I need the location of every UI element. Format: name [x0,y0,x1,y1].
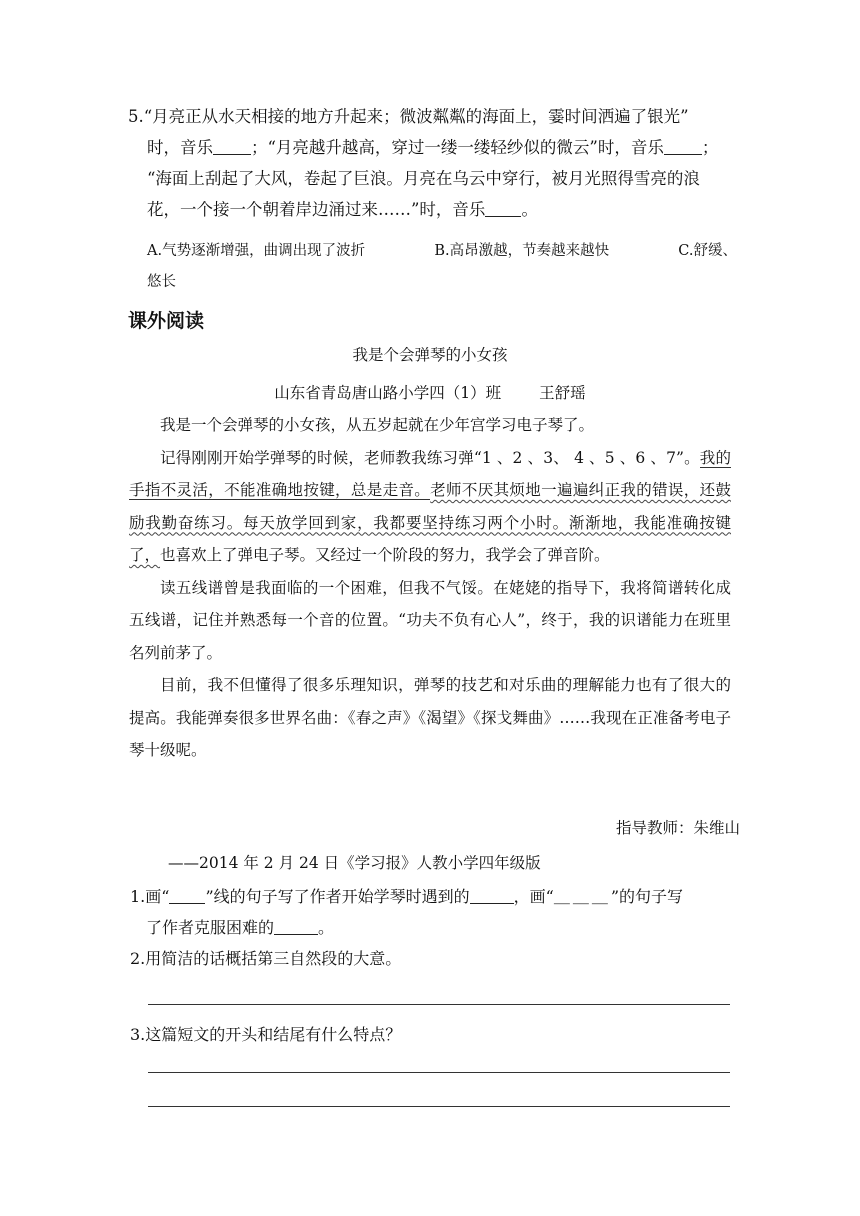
question-2: 2.用简洁的话概括第三自然段的大意。 [130,949,402,968]
question-3: 3.这篇短文的开头和结尾有什么特点？ [130,1025,402,1044]
article-byline [0,381,860,403]
answer-line-q3-1[interactable] [148,1072,730,1073]
choice-b: B.高昂激越，节奏越来越快 [434,243,610,259]
choice-c-continued: 悠长 [147,274,176,290]
answer-line-q3-2[interactable] [148,1106,730,1107]
q5-choices [147,236,737,298]
answer-blank[interactable] [213,138,251,155]
dashed-line-sample: ＿＿＿ [553,887,611,906]
question-1: 1.画“ ”线的句子写了作者开始学琴时遇到的 ，画“＿＿＿”的句子写 [130,881,732,912]
school-name: 山东省青岛唐山路小学四（1）班 [274,384,502,402]
answer-blank[interactable] [274,918,318,935]
answer-blank[interactable] [485,200,521,217]
source-citation: ——2014 年 2 月 24 日《学习报》人教小学四年级版 [168,854,541,872]
author-name: 王舒瑶 [539,384,586,402]
paragraph-2: 记得刚刚开始学弹琴的时候，老师教我练习弹“1 、2 、3、 4 、5 、6 、7”。我的手指不灵活，不能准确地按键，总是走音。老师不厌其烦地一遍遍纠正我的错误，还鼓励我勤奋练习。每天放学回到家，我都要坚持练习两个小时。渐渐地，我能准确按键了，也喜欢上了弹电子琴。又经过一个阶段的努力，我学会了弹音阶。 [129,448,731,564]
q5-line-3: “海面上刮起了大风，卷起了巨浪。月亮在乌云中穿行，被月光照得雪亮的浪 [147,169,700,188]
answer-blank[interactable] [470,887,514,904]
paragraph-4: 目前，我不但懂得了很多乐理知识，弹琴的技艺和对乐曲的理解能力也有了很大的提高。我能弹奏很多世界名曲：《春之声》《渴望》《探戈舞曲》……我现在正准备考电子琴十级呢。 [129,676,731,759]
choice-a: A.气势逐渐增强，曲调出现了波折 [147,243,366,259]
wavy-underlined-sentence: 老师不厌其烦地一遍遍纠正我的错误，还鼓励我勤奋练习。每天放学回到家，我都要坚持练习两个小时。渐渐地，我能准确按键了， [129,481,731,564]
answer-line-q2[interactable] [148,1004,730,1005]
article-body [129,409,731,767]
q5-line-1: 5.“月亮正从水天相接的地方升起来；微波粼粼的海面上，霎时间洒遍了银光” [128,107,689,126]
solid-underlined-sentence: 我的手指不灵活，不能准确地按键，总是走音。 [129,448,731,499]
question-1-continued: 了作者克服困难的 。 [146,918,335,937]
article-title: 我是个会弹琴的小女孩 [352,346,508,364]
q5-line-2: 时，音乐 ；“月亮越升越高，穿过一缕一缕轻纱似的微云”时，音乐 ； [147,138,719,157]
teacher-credit: 指导教师：朱维山 [615,819,740,837]
choice-c: C.舒缓、 [678,243,737,259]
reading-questions [130,881,732,974]
paragraph-1: 我是一个会弹琴的小女孩，从五岁起就在少年宫学习电子琴了。 [160,416,595,434]
section-title: 课外阅读 [128,310,205,332]
question-5 [128,101,738,225]
answer-blank[interactable] [664,138,702,155]
solid-line-sample [169,887,205,904]
q5-line-4: 花，一个接一个朝着岸边涌过来……”时，音乐 。 [147,200,538,219]
reading-question-3 [130,1019,732,1050]
paragraph-3: 读五线谱曾是我面临的一个困难，但我不气馁。在姥姥的指导下，我将简谱转化成五线谱，记住并熟悉每一个音的位置。“功夫不负有心人”，终于，我的识谱能力在班里名列前茅了。 [129,578,731,662]
